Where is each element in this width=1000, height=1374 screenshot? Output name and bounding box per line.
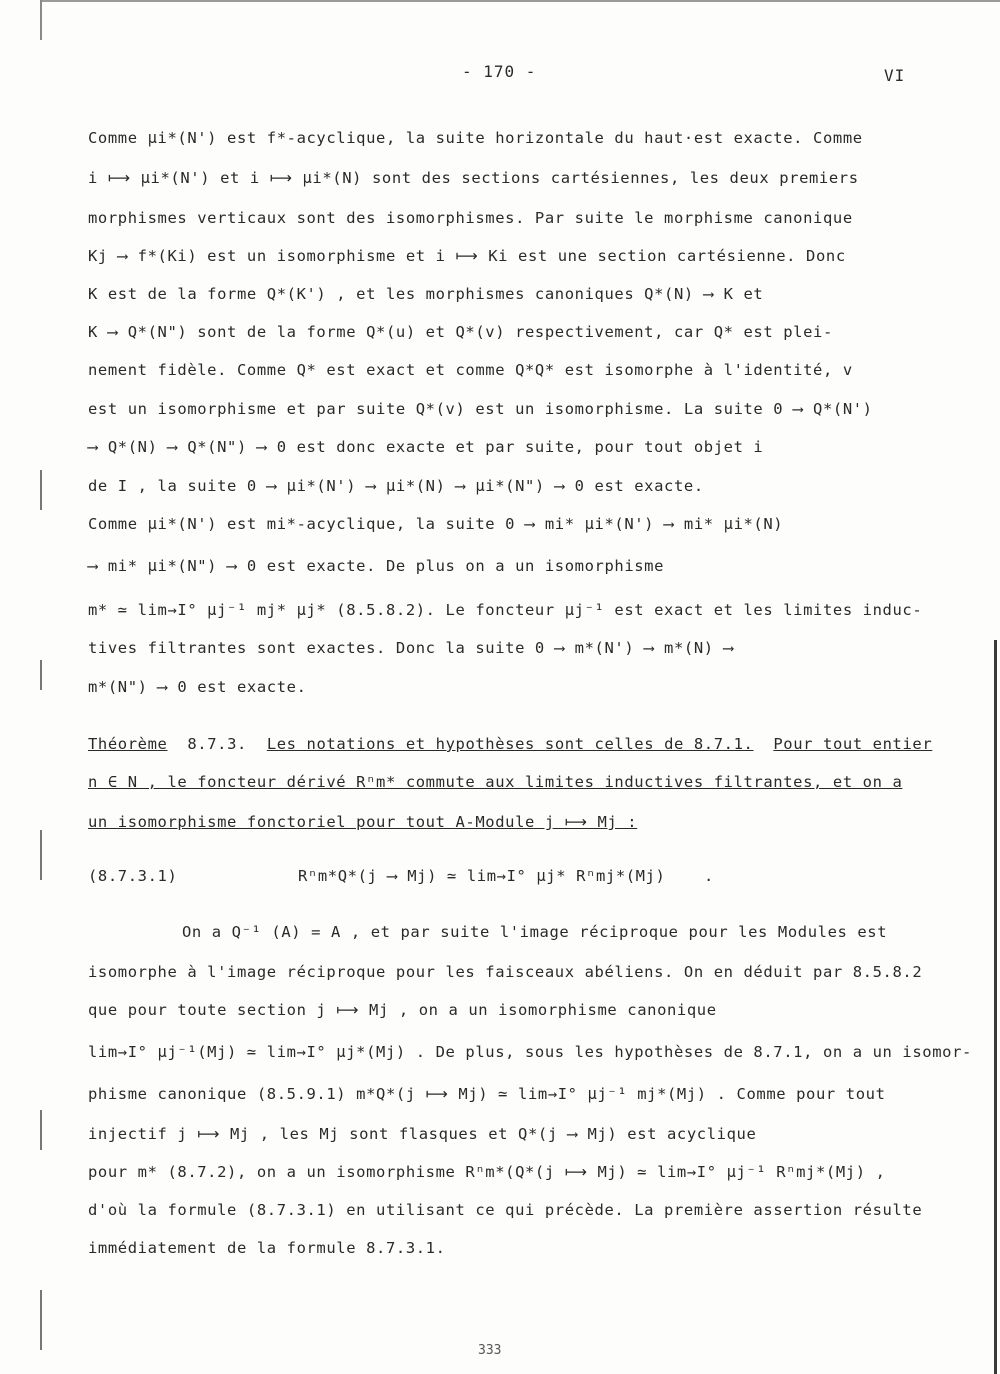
- margin-mark: [40, 470, 42, 510]
- text-line: K ⟶ Q*(N") sont de la forme Q*(u) et Q*(v) respectivement, car Q* est plei-: [88, 323, 833, 341]
- scan-edge-top: [40, 0, 1000, 2]
- proof-line: pour m* (8.7.2), on a un isomorphisme Rⁿm*(Q*(j ⟼ Mj) ≃ lim→I° μj⁻¹ Rⁿmj*(Mj) ,: [88, 1163, 886, 1181]
- proof-line: immédiatement de la formule 8.7.3.1.: [88, 1239, 446, 1257]
- text-line: m*(N") ⟶ 0 est exacte.: [88, 678, 307, 696]
- text-line: tives filtrantes sont exactes. Donc la suite 0 ⟶ m*(N') ⟶ m*(N) ⟶: [88, 639, 734, 657]
- theorem-statement-end: Pour tout entier: [773, 735, 933, 753]
- text-line: morphismes verticaux sont des isomorphismes. Par suite le morphisme canonique: [88, 209, 853, 227]
- scan-page-number: 333: [478, 1343, 502, 1358]
- text-line: m* ≃ lim→I° μj⁻¹ mj* μj* (8.5.8.2). Le foncteur μj⁻¹ est exact et les limites induc-: [88, 601, 923, 619]
- margin-mark: [40, 1290, 42, 1350]
- proof-line: phisme canonique (8.5.9.1) m*Q*(j ⟼ Mj) ≃ lim→I° μj⁻¹ mj*(Mj) . Comme pour tout: [88, 1085, 886, 1103]
- proof-line: isomorphe à l'image réciproque pour les faisceaux abéliens. On en déduit par 8.5.8.2: [88, 963, 923, 981]
- equation-formula: Rⁿm*Q*(j ⟶ Mj) ≃ lim→I° μj* Rⁿmj*(Mj): [298, 867, 666, 885]
- equation-label: (8.7.3.1): [88, 867, 178, 885]
- margin-mark: [40, 830, 42, 880]
- proof-line: On a Q⁻¹ (A) = A , et par suite l'image réciproque pour les Modules est: [182, 923, 888, 941]
- text-line: K est de la forme Q*(K') , et les morphismes canoniques Q*(N) ⟶ K et: [88, 285, 764, 303]
- text-line: Comme μi*(N') est f*-acyclique, la suite horizontale du haut·est exacte. Comme: [88, 129, 863, 147]
- proof-line: lim→I° μj⁻¹(Mj) ≃ lim→I° μj*(Mj) . De plus, sous les hypothèses de 8.7.1, on a un isomor-: [88, 1043, 972, 1061]
- text-line: est un isomorphisme et par suite Q*(v) est un isomorphisme. La suite 0 ⟶ Q*(N'): [88, 400, 873, 418]
- equation-end: .: [704, 867, 714, 885]
- theorem-line-1: [88, 734, 940, 754]
- chapter-number: VI: [884, 66, 906, 85]
- theorem-line-2: n ∈ N , le foncteur dérivé Rⁿm* commute aux limites inductives filtrantes, et on a: [88, 773, 903, 791]
- margin-mark: [40, 660, 42, 690]
- equation-line: [88, 866, 940, 886]
- proof-line: que pour toute section j ⟼ Mj , on a un isomorphisme canonique: [88, 1001, 717, 1019]
- scan-edge-left: [40, 0, 42, 40]
- theorem-label: Théorème: [88, 735, 168, 753]
- text-line: ⟶ mi* μi*(N") ⟶ 0 est exacte. De plus on a un isomorphisme: [88, 557, 665, 575]
- theorem-statement: Les notations et hypothèses sont celles de 8.7.1.: [266, 735, 754, 753]
- text-line: Comme μi*(N') est mi*-acyclique, la suite 0 ⟶ mi* μi*(N') ⟶ mi* μi*(N): [88, 515, 784, 533]
- text-line: nement fidèle. Comme Q* est exact et comme Q*Q* est isomorphe à l'identité, v: [88, 361, 853, 379]
- text-line: i ⟼ μi*(N') et i ⟼ μi*(N) sont des sections cartésiennes, les deux premiers: [88, 169, 859, 187]
- scan-edge-right: [994, 640, 997, 1374]
- page-number: - 170 -: [462, 62, 537, 81]
- theorem-line-3: un isomorphisme fonctoriel pour tout A-Module j ⟼ Mj :: [88, 813, 638, 831]
- proof-line: injectif j ⟼ Mj , les Mj sont flasques et Q*(j ⟶ Mj) est acyclique: [88, 1125, 757, 1143]
- text-line: de I , la suite 0 ⟶ μi*(N') ⟶ μi*(N) ⟶ μi*(N") ⟶ 0 est exacte.: [88, 477, 704, 495]
- text-line: ⟶ Q*(N) ⟶ Q*(N") ⟶ 0 est donc exacte et par suite, pour tout objet i: [88, 438, 764, 456]
- margin-mark: [40, 1110, 42, 1150]
- theorem-number: 8.7.3.: [187, 735, 247, 753]
- proof-line: d'où la formule (8.7.3.1) en utilisant ce qui précède. La première assertion résulte: [88, 1201, 923, 1219]
- text-line: Kj ⟶ f*(Ki) est un isomorphisme et i ⟼ Ki est une section cartésienne. Donc: [88, 247, 846, 265]
